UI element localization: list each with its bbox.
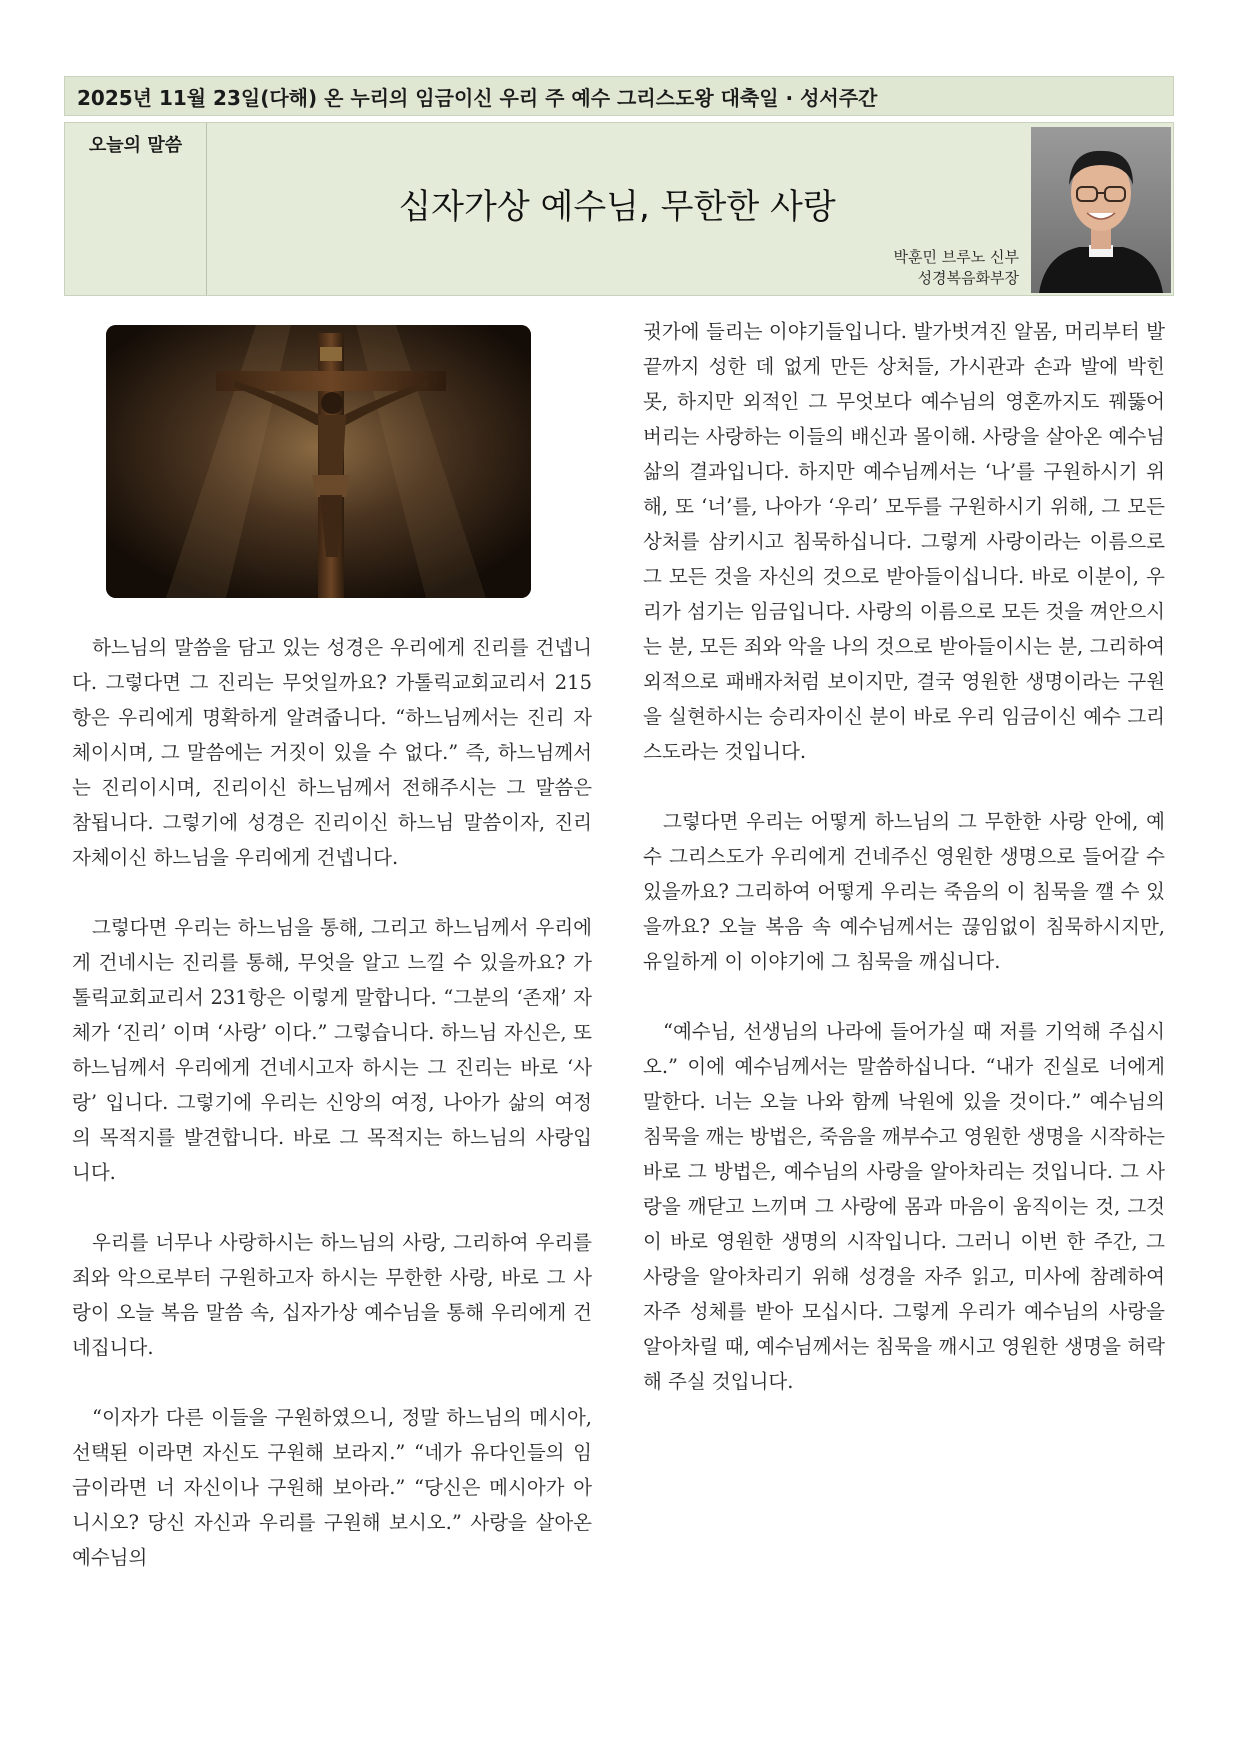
article-title: 십자가상 예수님, 무한한 사랑 [398, 187, 836, 227]
article-left-column [72, 630, 592, 1575]
article-right-column [643, 314, 1165, 1399]
crucifix-illustration [106, 325, 531, 598]
author-name: 박훈민 브루노 신부 [893, 248, 1019, 266]
paragraph: 그렇다면 우리는 하느님을 통해, 그리고 하느님께서 우리에게 건네시는 진리를 통해, 무엇을 알고 느낄 수 있을까요? 가톨릭교회교리서 231항은 이렇게 말합니다. “그분의 ‘존재’ 자체가 ‘진리’ 이며 ‘사랑’ 이다.” 그렇습니다. 하느님 자신은, 또 하느님께서 우리에게 건네시고자 하시는 그 진리는 바로 ‘사랑’ 입니다. 그렇기에 우리는 신앙의 여정, 나아가 삶의 여정의 목적지를 발견합니다. 바로 그 목적지는 하느님의 사랑입니다. [72, 916, 592, 1184]
article-header [64, 122, 1174, 296]
date-header-bar [64, 76, 1174, 116]
paragraph: 귓가에 들리는 이야기들입니다. 발가벗겨진 알몸, 머리부터 발끝까지 성한 데 없게 만든 상처들, 가시관과 손과 발에 박힌 못, 하지만 외적인 그 무엇보다 예수님의 영혼까지도 꿰뚫어 버리는 사랑하는 이들의 배신과 몰이해. 사랑을 살아온 예수님 삶의 결과입니다. 하지만 예수님께서는 ‘나’를 구원하시기 위해, 또 ‘너’를, 나아가 ‘우리’ 모두를 구원하시기 위해, 그 모든 상처를 삼키시고 침묵하십니다. 그렇게 사랑이라는 이름으로 그 모든 것을 자신의 것으로 받아들이십니다. 바로 이분이, 우리가 섬기는 임금입니다. 사랑의 이름으로 모든 것을 껴안으시는 분, 모든 죄와 악을 나의 것으로 받아들이시는 분, 그리하여 외적으로 패배자처럼 보이지만, 결국 영원한 생명이라는 구원을 실현하시는 승리자이신 분이 바로 우리 임금이신 예수 그리스도라는 것입니다. [643, 320, 1165, 763]
portrait-illustration [1031, 127, 1171, 293]
paragraph: 그렇다면 우리는 어떻게 하느님의 그 무한한 사랑 안에, 예수 그리스도가 우리에게 건네주신 영원한 생명으로 들어갈 수 있을까요? 그리하여 어떻게 우리는 죽음의 이 침묵을 깰 수 있을까요? 오늘 복음 속 예수님께서는 끊임없이 침묵하시지만, 유일하게 이 이야기에 그 침묵을 깨십니다. [643, 810, 1165, 973]
date-line: 2025년 11월 23일(다해) 온 누리의 임금이신 우리 주 예수 그리스도왕 대축일 · 성서주간 [77, 85, 878, 110]
author-role: 성경복음화부장 [917, 269, 1019, 287]
author-portrait [1031, 127, 1171, 293]
author-info [894, 247, 1019, 289]
paragraph: “이자가 다른 이들을 구원하였으니, 정말 하느님의 메시아, 선택된 이라면 자신도 구원해 보라지.” “네가 유다인들의 임금이라면 너 자신이나 구원해 보아라.” “당신은 메시아가 아니시오? 당신 자신과 우리를 구원해 보시오.” 사랑을 살아온 예수님의 [72, 1406, 592, 1569]
paragraph: “예수님, 선생님의 나라에 들어가실 때 저를 기억해 주십시오.” 이에 예수님께서는 말씀하십니다. “내가 진실로 너에게 말한다. 너는 오늘 나와 함께 낙원에 있을 것이다.” 예수님의 침묵을 깨는 방법은, 죽음을 깨부수고 영원한 생명을 시작하는 바로 그 방법은, 예수님의 사랑을 알아차리는 것입니다. 그 사랑을 깨닫고 느끼며 그 사랑에 몸과 마음이 움직이는 것, 그것이 바로 영원한 생명의 시작입니다. 그러니 이번 한 주간, 그 사랑을 알아차리기 위해 성경을 자주 읽고, 미사에 참례하여 자주 성체를 받아 모십시다. 그렇게 우리가 예수님의 사랑을 알아차릴 때, 예수님께서는 침묵을 깨시고 영원한 생명을 허락해 주실 것입니다. [643, 1020, 1165, 1393]
crucifix-image [106, 325, 531, 598]
paragraph: 우리를 너무나 사랑하시는 하느님의 사랑, 그리하여 우리를 죄와 악으로부터 구원하고자 하시는 무한한 사랑, 바로 그 사랑이 오늘 복음 말씀 속, 십자가상 예수님을 통해 우리에게 건네집니다. [72, 1231, 592, 1359]
paragraph: 하느님의 말씀을 담고 있는 성경은 우리에게 진리를 건넵니다. 그렇다면 그 진리는 무엇일까요? 가톨릭교회교리서 215항은 우리에게 명확하게 알려줍니다. “하느님께서는 진리 자체이시며, 그 말씀에는 거짓이 있을 수 없다.” 즉, 하느님께서는 진리이시며, 진리이신 하느님께서 전해주시는 그 말씀은 참됩니다. 그렇기에 성경은 진리이신 하느님 말씀이자, 진리 자체이신 하느님을 우리에게 건넵니다. [72, 636, 592, 869]
section-label: 오늘의 말씀 [65, 123, 207, 295]
